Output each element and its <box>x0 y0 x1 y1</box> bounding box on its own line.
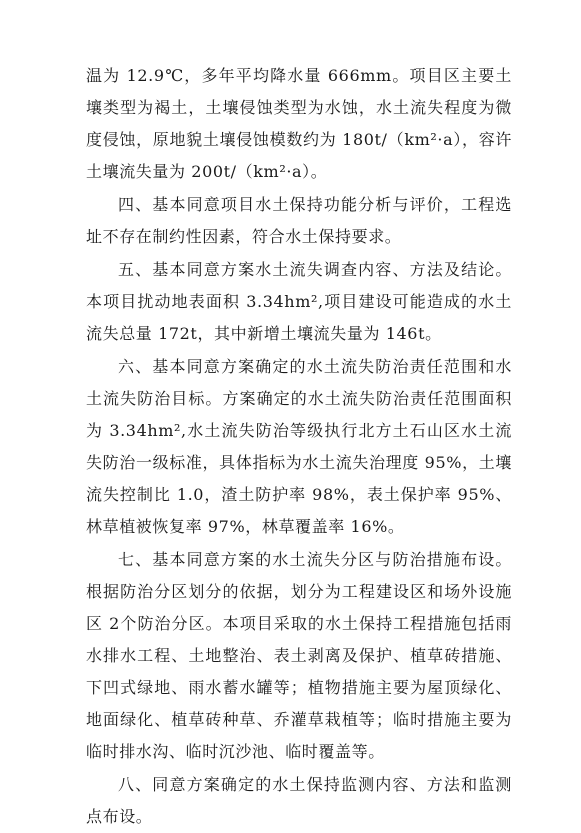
paragraph-item-4: 四、基本同意项目水土保持功能分析与评价，工程选址不存在制约性因素，符合水土保持要求。 <box>86 195 512 246</box>
document-body <box>86 60 512 833</box>
paragraph-item-7: 七、基本同意方案的水土流失分区与防治措施布设。根据防治分区划分的依据，划分为工程建设区和场外设施区 2个防治分区。本项目采取的水土保持工程措施包括雨水排水工程、土地整治、表土剥离及保护、植草砖措施、下凹式绿地、雨水蓄水罐等；植物措施主要为屋顶绿化、地面绿化、植草砖种草、乔灌草栽植等；临时措施主要为临时排水沟、临时沉沙池、临时覆盖等。 <box>86 550 512 761</box>
paragraph-climate-soil: 温为 12.9℃，多年平均降水量 666mm。项目区主要土壤类型为褐土，土壤侵蚀类型为水蚀，水土流失程度为微度侵蚀，原地貌土壤侵蚀模数约为 180t/（km²·a），容许土壤流失量为 200t/（km²·a）。 <box>86 66 512 181</box>
paragraph-item-8: 八、同意方案确定的水土保持监测内容、方法和监测点布设。 <box>86 775 512 826</box>
paragraph-item-5: 五、基本同意方案水土流失调查内容、方法及结论。本项目扰动地表面积 3.34hm²,项目建设可能造成的水土流失总量 172t，其中新增土壤流失量为 146t。 <box>86 260 512 343</box>
paragraph-item-6: 六、基本同意方案确定的水土流失防治责任范围和水土流失防治目标。方案确定的水土流失防治责任范围面积为 3.34hm²,水土流失防治等级执行北方土石山区水土流失防治一级标准，具体指标为水土流失治理度 95%，土壤流失控制比 1.0，渣土防护率 98%，表土保护率 95%、林草植被恢复率 97%，林草覆盖率 16%。 <box>86 357 512 536</box>
